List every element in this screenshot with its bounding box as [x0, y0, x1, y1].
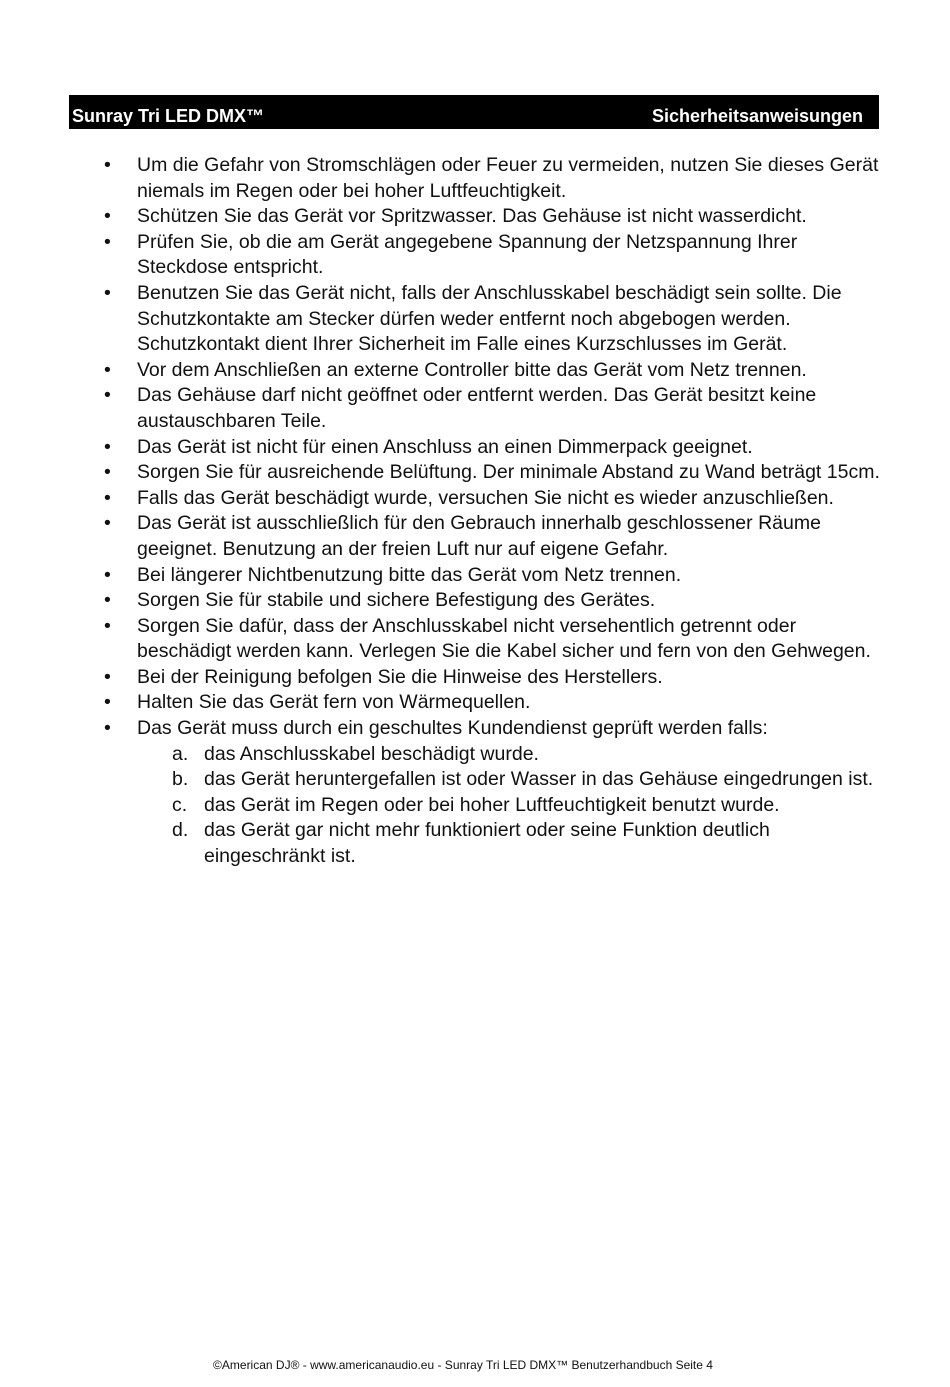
list-item-text: Das Gerät muss durch ein geschultes Kundendienst geprüft werden falls: [137, 717, 768, 740]
bullet-symbol: • [104, 691, 111, 714]
bullet-symbol: • [104, 358, 111, 381]
list-item [0, 486, 950, 512]
sub-list-text: das Gerät im Regen oder bei hoher Luftfeuchtigkeit benutzt wurde. [204, 793, 780, 816]
sub-list-letter: d. [172, 819, 189, 842]
list-item [0, 435, 950, 461]
header-section-title: Sicherheitsanweisungen [651, 106, 863, 126]
list-item-text: Bei längerer Nichtbenutzung bitte das Gerät vom Netz trennen. [137, 563, 682, 586]
bullet-symbol: • [104, 281, 111, 304]
header-product-title: Sunray Tri LED DMX™ [72, 106, 265, 126]
bullet-symbol: • [104, 589, 111, 612]
bullet-symbol: • [104, 563, 111, 586]
sub-list-item [0, 793, 950, 819]
list-item [0, 511, 950, 562]
list-item [0, 281, 950, 358]
list-item [0, 230, 950, 281]
list-item-text: Das Gehäuse darf nicht geöffnet oder entfernt werden. Das Gerät besitzt keine austauschbaren Teile. [137, 384, 817, 432]
list-item-text: Das Gerät ist nicht für einen Anschluss an einen Dimmerpack geeignet. [137, 435, 753, 458]
list-item-text: Falls das Gerät beschädigt wurde, versuchen Sie nicht es wieder anzuschließen. [137, 486, 834, 509]
list-item-text: Sorgen Sie dafür, dass der Anschlusskabel nicht versehentlich getrennt oder beschädigt werden kann. Verlegen Sie die Kabel sicher und fern von den Gehwegen. [137, 614, 871, 663]
list-item [0, 665, 950, 691]
sub-list-text: das Gerät heruntergefallen ist oder Wasser in das Gehäuse eingedrungen ist. [204, 768, 874, 791]
page-footer: ©American DJ® - www.americanaudio.eu - Sunray Tri LED DMX™ Benutzerhandbuch Seite 4 [213, 1358, 713, 1372]
list-item [0, 716, 950, 742]
sub-list-letter: b. [172, 768, 189, 791]
list-item-text: Benutzen Sie das Gerät nicht, falls der Anschlusskabel beschädigt sein sollte. Die Schutzkontakte am Stecker dürfen weder entfernt noch abgebogen werden. Schutzkontakt dient Ihrer Sicherheit im Falle eines Kurzschlusses im Gerät. [137, 281, 842, 356]
sub-list-text: das Gerät gar nicht mehr funktioniert oder seine Funktion deutlich eingeschränkt ist. [204, 819, 770, 868]
sub-list-letter: a. [172, 742, 189, 765]
list-item-text: Vor dem Anschließen an externe Controller bitte das Gerät vom Netz trennen. [137, 358, 807, 381]
list-item [0, 204, 950, 230]
sub-list-item [0, 742, 950, 768]
sub-list-item [0, 818, 950, 869]
list-item-text: Halten Sie das Gerät fern von Wärmequellen. [137, 691, 531, 714]
list-item [0, 153, 950, 204]
list-item [0, 588, 950, 614]
list-item [0, 358, 950, 384]
sub-list-text: das Anschlusskabel beschädigt wurde. [204, 742, 539, 765]
bullet-symbol: • [104, 512, 111, 535]
page-header-bar [69, 95, 879, 129]
bullet-symbol: • [104, 154, 111, 176]
list-item-text: Schützen Sie das Gerät vor Spritzwasser. Das Gehäuse ist nicht wasserdicht. [137, 205, 807, 228]
bullet-symbol: • [104, 486, 111, 509]
list-item-text: Sorgen Sie für ausreichende Belüftung. Der minimale Abstand zu Wand beträgt 15cm. [137, 461, 880, 484]
bullet-symbol: • [104, 230, 111, 253]
list-item [0, 690, 950, 716]
bullet-symbol: • [104, 461, 111, 484]
list-item [0, 383, 950, 434]
list-item [0, 563, 950, 589]
list-item-text: Bei der Reinigung befolgen Sie die Hinweise des Herstellers. [137, 665, 663, 688]
list-item-text: Um die Gefahr von Stromschlägen oder Feuer zu vermeiden, nutzen Sie dieses Gerät niemals im Regen oder bei hoher Luftfeuchtigkeit. [137, 154, 879, 202]
bullet-symbol: • [104, 665, 111, 688]
safety-instructions-list [0, 153, 950, 870]
list-item-text: Prüfen Sie, ob die am Gerät angegebene Spannung der Netzspannung Ihrer Steckdose entspricht. [137, 230, 798, 279]
sub-list-item [0, 767, 950, 793]
bullet-symbol: • [104, 614, 111, 637]
list-item [0, 460, 950, 486]
bullet-symbol: • [104, 384, 111, 407]
bullet-symbol: • [104, 717, 111, 740]
bullet-symbol: • [104, 205, 111, 228]
list-item-text: Sorgen Sie für stabile und sichere Befestigung des Gerätes. [137, 589, 656, 612]
list-item-text: Das Gerät ist ausschließlich für den Gebrauch innerhalb geschlossener Räume geeignet. Benutzung an der freien Luft nur auf eigene Gefahr. [137, 512, 821, 560]
list-item [0, 614, 950, 665]
sub-list-letter: c. [172, 793, 188, 816]
bullet-symbol: • [104, 435, 111, 458]
